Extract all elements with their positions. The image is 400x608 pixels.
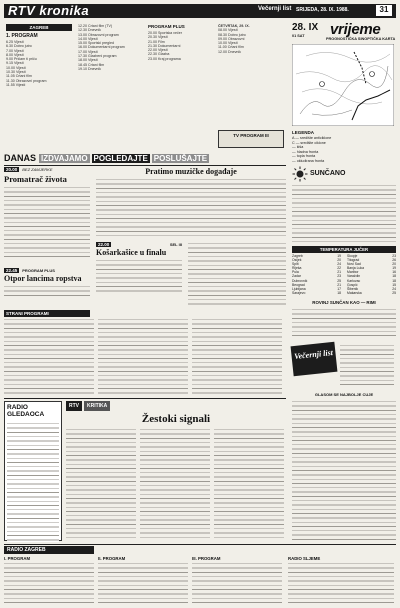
program2-label: PROGRAM PLUS <box>148 24 185 29</box>
banner-watch: IZDVAJAMO <box>41 153 88 163</box>
article-resistance-meta <box>4 268 90 273</box>
legend-list <box>292 136 396 164</box>
schedule-entry: 11.00 Crtani film <box>218 45 244 50</box>
temp-row: Banja Luka 19 <box>347 266 396 271</box>
article-time: 22.45 <box>6 268 18 273</box>
vl-promo-logo <box>291 342 338 376</box>
schedule-col-1 <box>6 40 74 148</box>
article-resistance <box>4 268 90 308</box>
schedule-entry: 10.00 Vijesti <box>6 65 26 70</box>
radio-program-1-list <box>4 562 94 604</box>
article-resistance-body <box>4 285 90 297</box>
article-music-continued <box>188 242 286 308</box>
vl-promo-logo-text: Večernji list <box>293 348 334 362</box>
temp-row: Gospić 15 <box>347 282 396 287</box>
weather-date: 28. IX <box>292 22 319 33</box>
schedule-entry: 12.00 Dnevnik <box>218 49 241 54</box>
page-number: 31 <box>376 5 392 16</box>
radio-rule <box>4 544 396 545</box>
vl-promo-text <box>340 344 394 388</box>
article-basketball-body <box>96 259 182 295</box>
radio-viewer-title: RADIO GLEDAOCA <box>7 404 45 418</box>
critic-label: KRITIKA <box>84 401 110 411</box>
article-observer-body <box>4 186 90 260</box>
radio-program-3-list <box>192 562 282 604</box>
schedule-entry: 6.30 Dobro jutro <box>6 44 32 49</box>
tv3-box <box>218 130 284 148</box>
weather-time: 01 SAT <box>292 34 305 38</box>
foreign-programs-title: STRANI PROGRAMI <box>4 310 90 317</box>
tv-schedule <box>4 22 286 150</box>
schedule-entry: ČETVRTAK, 29. IX. <box>218 24 250 28</box>
schedule-col-2 <box>78 24 144 148</box>
radio-zagreb-schedule <box>4 556 396 604</box>
schedule-entry: 16.00 Dokumentarni program <box>78 45 125 50</box>
legend-item-cold-front: — hladna fronta <box>292 149 319 154</box>
temp-row: Sarajevo 18 <box>292 290 341 295</box>
temp-row: Skopje 23 <box>347 254 396 258</box>
critic-title: Žestoki signali <box>141 413 211 425</box>
masthead-date: SRIJEDA, 28. IX. 1988. <box>296 7 349 13</box>
mid-rule <box>4 398 286 399</box>
temp-row: Varaždin 18 <box>347 274 396 279</box>
article-channel: SEL III <box>169 242 182 247</box>
temp-row: Rijeka 22 <box>292 266 341 271</box>
article-channel: PROGRAM PLUS <box>22 268 55 273</box>
schedule-entry: 11.55 Vijesti <box>6 82 26 87</box>
tv3-box-title: TV PROGRAM III <box>233 133 269 138</box>
weather-subtitle: PROGNOSTIČKA SINOPTIČKA KARTA <box>326 37 396 41</box>
temp-row: Ljubljana 17 <box>292 286 341 291</box>
article-basketball-meta <box>96 242 182 247</box>
article-music <box>96 167 286 239</box>
schedule-entry: 10.30 Vijesti <box>6 70 26 75</box>
temp-row: Beograd 21 <box>292 282 341 287</box>
schedule-entry: 9.00 Pričam ti priču <box>6 57 37 62</box>
schedule-entry: 08.30 Dobro jutro <box>218 32 246 37</box>
schedule-entry: 11.30 Obrazovni program <box>6 78 47 83</box>
sun-forecast-text <box>292 184 396 242</box>
vl-promo <box>290 342 396 542</box>
rovinj-text <box>292 308 396 338</box>
temp-row: Šibenik 24 <box>347 286 396 291</box>
schedule-col-4 <box>218 24 284 128</box>
temp-row: Split 24 <box>292 262 341 267</box>
temp-row: Novi Sad 20 <box>347 262 396 267</box>
article-music-body <box>96 178 286 238</box>
schedule-entry: 21.30 Dokumentarni <box>148 43 181 48</box>
temp-row: Karlovac 18 <box>347 278 396 283</box>
radio-viewer-box <box>4 401 62 541</box>
program1-label: 1. PROGRAM <box>6 33 38 39</box>
schedule-entry: 21.00 Film <box>148 39 165 44</box>
schedule-entry: 22.30 Glazba <box>148 52 170 57</box>
banner-rule <box>4 165 286 166</box>
sun-title: SUNČANO <box>310 170 346 177</box>
vl-box-title: GLASOM SE NAJBOLJE CUJE <box>314 392 374 397</box>
critic-rtv-label: RTV <box>66 401 82 411</box>
radio-zagreb-title: RADIO ZAGREB <box>4 546 94 554</box>
sun-icon <box>292 166 308 182</box>
masthead-paper: Večernji list <box>258 6 292 12</box>
weather-title: vrijeme <box>330 21 381 38</box>
schedule-entry: 13.00 Obrazovni program <box>78 32 119 37</box>
schedule-entry: 19.10 Dnevnik <box>78 66 101 71</box>
article-music-title: Pratimo muzičke događaje <box>145 167 237 176</box>
article-basketball-title: Košarkašice u finalu <box>96 248 167 257</box>
schedule-col-3 <box>148 31 212 148</box>
channel-label: ZAGREB <box>6 24 72 31</box>
legend-item-cyclone: C — središte ciklone <box>292 140 326 145</box>
schedule-entry: 20.30 Vijesti <box>148 35 168 40</box>
rovinj-title: ROVINJ SUNČAN KAO — RIMI <box>312 300 376 305</box>
legend-item-rain: — kiša <box>292 145 304 150</box>
schedule-entry: 23.00 Kraj programa <box>148 56 181 61</box>
legend-title: LEGENDA <box>292 130 315 135</box>
legend-item-anticyclone: A — središte anticiklone <box>292 136 332 140</box>
article-time: 22.00 <box>98 242 110 247</box>
legend-item-occluded-front: — okludirana fronta <box>292 158 325 163</box>
schedule-entry: 12.30 Dnevnik <box>78 28 101 33</box>
masthead-title: RTV kronika <box>8 3 90 18</box>
schedule-entry: 20.00 Sportska večer <box>148 31 182 35</box>
banner-look: POGLEDAJTE <box>93 153 148 163</box>
schedule-entry: 17.00 Vijesti <box>78 49 98 54</box>
article-observer-title: Promatrač života <box>4 174 67 184</box>
schedule-entry: 12.20 Crtani film (TV) <box>78 24 113 28</box>
schedule-entry: 09.00 Obrazovni <box>218 36 245 41</box>
schedule-entry: 08.00 Vijesti <box>218 28 238 33</box>
temp-row: Osijek 20 <box>292 258 341 263</box>
radio-program-1: I. PROGRAM <box>4 556 31 561</box>
radio-program-2-list <box>98 562 188 604</box>
radio-program-3: III. PROGRAM <box>192 556 221 561</box>
schedule-entry: 11.05 Crtani film <box>6 74 32 79</box>
section-banner <box>4 152 286 164</box>
schedule-entry: 22.00 Vijesti <box>148 48 168 53</box>
schedule-entry: 14.00 Vijesti <box>78 36 98 41</box>
article-time: 20.00 <box>6 167 18 172</box>
schedule-entry: 17.30 Glazbeni program <box>78 54 117 59</box>
article-observer <box>4 167 90 267</box>
critic-body <box>66 428 286 541</box>
temp-row: Dubrovnik 25 <box>292 278 341 283</box>
temp-row: Pula 21 <box>292 270 341 275</box>
schedule-entry: 7.00 Vijesti <box>6 48 24 53</box>
temp-row: Zagreb 19 <box>292 254 341 258</box>
schedule-entry: 15.00 Sportski pregled <box>78 41 114 46</box>
temp-row: Zadar 23 <box>292 274 341 279</box>
banner-today: DANAS <box>4 153 37 163</box>
weather-section <box>290 22 396 340</box>
synoptic-map <box>292 44 394 126</box>
vl-promo-body <box>292 400 396 540</box>
radio-viewer-body <box>7 422 59 542</box>
article-resistance-title: Otpor lancima ropstva <box>4 274 82 283</box>
temp-row: Titograd 26 <box>347 258 396 263</box>
radio-sljeme-list <box>288 562 394 604</box>
temp-row: Maribor 16 <box>347 270 396 275</box>
radio-program-2: II. PROGRAM <box>98 556 126 561</box>
article-basketball <box>96 242 182 308</box>
temperature-title: TEMPERATURA JUČER <box>292 246 396 253</box>
temp-row: Makarska 25 <box>347 290 396 295</box>
article-tag: BEZ ZAMJERKE <box>22 167 53 172</box>
temperature-table <box>292 254 396 295</box>
schedule-entry: 10.00 Vijesti <box>218 41 238 46</box>
legend-item-warm-front: — topla fronta <box>292 154 316 159</box>
schedule-entry: 8.00 Vijesti <box>6 52 24 57</box>
critic-header <box>66 401 286 411</box>
schedule-entry: 18.00 Vijesti <box>78 58 98 63</box>
schedule-entry: 18.45 Crtani film <box>78 62 105 67</box>
article-observer-meta <box>4 167 90 172</box>
schedule-entry: 6.25 Vijesti <box>6 40 24 44</box>
schedule-entry: 9.15 Vijesti <box>6 61 24 66</box>
foreign-programs-list <box>4 318 286 396</box>
radio-sljeme: RADIO SLJEME <box>288 556 321 561</box>
banner-listen: POSLUŠAJTE <box>153 153 208 163</box>
